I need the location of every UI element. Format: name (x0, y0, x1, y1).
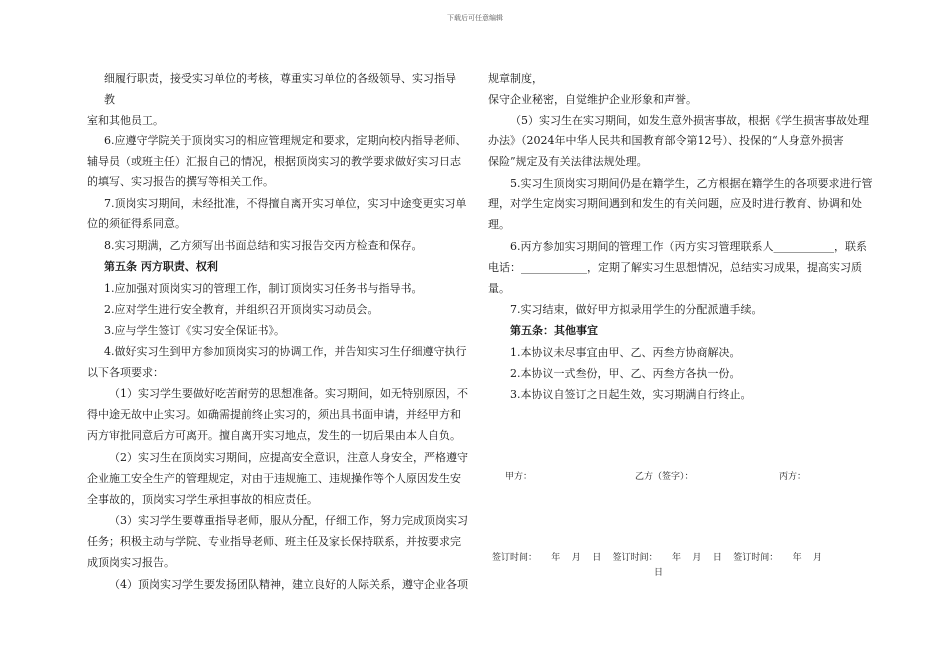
text-line: 8.实习期满，乙方须写出书面总结和实习报告交丙方检查和保存。 (104, 239, 423, 252)
text-line: 6.丙方参加实习期间的管理工作（丙方实习管理联系人___________，联系 (510, 240, 867, 253)
text-line: 理。 (488, 218, 510, 231)
text-line: 1.应加强对顶岗实习的管理工作，制订顶岗实习任务书与指导书。 (104, 282, 423, 295)
text-line: 丙方审批同意后方可离开。擅自离开实习地点，发生的一切后果由本人自负。 (87, 429, 461, 442)
text-line: （1）实习学生要做好吃苦耐劳的思想准备。实习期间，如无特别原因，不 (109, 387, 468, 400)
text-line: 保守企业秘密，自觉维护企业形象和声誉。 (488, 93, 697, 106)
text-line: 4.做好实习生到甲方参加顶岗实习的协调工作，并告知实习生仔细遵守执行 (104, 345, 467, 358)
text-line: 教 (104, 93, 115, 106)
text-line: 理，对学生定岗实习期间遇到和发生的有关问题，应及时进行教育、协调和处 (488, 197, 862, 210)
text-line: （5）实习生在实习期间，如发生意外损害事故，根据《学生损害事故处理 (510, 114, 869, 127)
party-b-label: 乙方（签字）： (635, 472, 694, 482)
text-line: 辅导员（或班主任）汇报自己的情况，根据顶岗实习的教学要求做好实习日志 (87, 155, 461, 168)
party-a-label: 甲方： (505, 472, 533, 482)
text-line: 7.顶岗实习期间，未经批准，不得擅自离开实习单位，实习中途变更实习单 (104, 197, 467, 210)
text-line: （4）顶岗实习学生要发扬团队精神，建立良好的人际关系，遵守企业各项 (109, 578, 468, 591)
signing-date-line: 签订时间： 年 月 日 签订时间： 年 月 日 签订时间： 年 月 (492, 553, 823, 563)
text-line: 全事故的，顶岗实习学生承担事故的相应责任。 (87, 493, 318, 506)
signing-date-wrap: 日 (654, 568, 664, 578)
text-line: 办法》（2024年中华人民共和国教育部令第12号）、投保的“人身意外损害 (488, 134, 844, 147)
text-line: （3）实习学生要尊重指导老师，服从分配，仔细工作，努力完成顶岗实习 (109, 514, 468, 527)
text-line: 7.实习结束，做好甲方拟录用学生的分配派遣手续。 (510, 303, 763, 316)
text-line: 细履行职责，接受实习单位的考核，尊重实习单位的各级领导、实习指导 (104, 72, 456, 85)
text-line: 5.实习生顶岗实习期间仍是在籍学生，乙方根据在籍学生的各项要求进行管 (510, 177, 873, 190)
text-line: 3.应与学生签订《实习安全保证书》。 (104, 324, 285, 337)
text-line: 的填写、实习报告的撰写等相关工作。 (87, 175, 274, 188)
text-line: 得中途无故中止实习。如确需提前终止实习的，须出具书面申请，并经甲方和 (87, 408, 461, 421)
text-line: 企业施工安全生产的管理规定，对由于违规施工、违规操作等个人原因发生安 (87, 472, 461, 485)
text-line: 2.本协议一式叁份，甲、乙、丙叁方各执一份。 (510, 367, 741, 380)
text-line: 任务；积极主动与学院、专业指导老师、班主任及家长保持联系，并按要求完 (87, 535, 461, 548)
text-line: 3.本协议自签订之日起生效，实习期满自行终止。 (510, 388, 752, 401)
text-line: 保险”规定及有关法律法规处理。 (488, 155, 648, 168)
text-line: 1.本协议未尽事宜由甲、乙、丙叁方协商解决。 (510, 346, 741, 359)
text-line: 成顶岗实习报告。 (87, 556, 175, 569)
text-line: 电话：____________，定期了解实习生思想情况，总结实习成果，提高实习质 (488, 261, 862, 274)
text-line: 6.应遵守学院关于顶岗实习的相应管理规定和要求，定期向校内指导老师、 (104, 134, 467, 147)
text-line: 位的须征得系同意。 (87, 217, 186, 230)
text-line: （2）实习生在顶岗实习期间，应提高安全意识，注意人身安全，严格遵守 (109, 451, 468, 464)
text-line: 规章制度， (488, 72, 543, 85)
section-heading: 第五条：其他事宜 (510, 324, 598, 337)
header-note: 下载后可任意编辑 (447, 14, 503, 22)
text-line: 量。 (488, 282, 510, 295)
text-line: 以下各项要求： (87, 366, 164, 379)
text-line: 2.应对学生进行安全教育，并组织召开顶岗实习动员会。 (104, 303, 379, 316)
party-c-label: 丙方： (779, 472, 807, 482)
text-line: 室和其他员工。 (87, 114, 164, 127)
section-heading: 第五条 丙方职责、权利 (104, 260, 218, 273)
